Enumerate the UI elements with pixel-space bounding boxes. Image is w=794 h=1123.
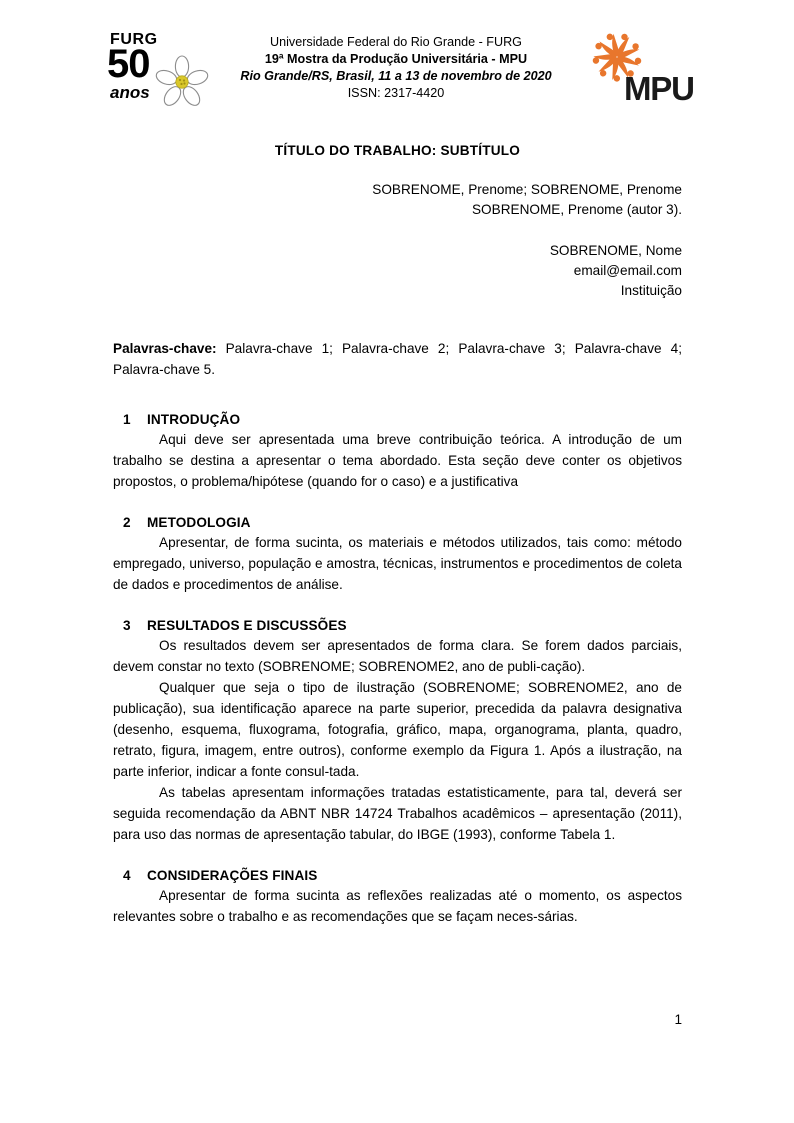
header-place-date-line: Rio Grande/RS, Brasil, 11 a 13 de novembro de 2020 [240,69,552,83]
section-number: 4 [123,868,131,883]
presenter-block [113,241,682,301]
presenter-name: SOBRENOME, Nome [549,243,682,258]
section-heading [113,515,682,530]
mpu-logo [584,26,694,116]
section-title: RESULTADOS E DISCUSSÕES [147,618,347,633]
presenter-institution: Instituição [620,283,682,298]
mpu-wordmark: MPU [624,70,694,107]
furg-fifty-years: 50 [107,42,150,86]
furg-logo [104,26,208,114]
paragraph: As tabelas apresentam informações tratadas estatisticamente, para tal, deverá ser seguida recomendação da ABNT NBR 14724 Trabalhos acadêmicos – apresentação (2011), para uso das normas de apresentação tabular, do IBGE (1993), conforme Tabela 1. [113,785,682,842]
section-resultados-e-discussoes [113,618,682,845]
furg-anos-label: anos [110,83,150,102]
authors-block [113,180,682,220]
section-spacer [113,845,682,868]
authors-line-1: SOBRENOME, Prenome; SOBRENOME, Prenome [372,182,682,197]
section-title: METODOLOGIA [147,515,251,530]
section-introducao [113,412,682,492]
section-metodologia [113,515,682,595]
header-issn-line: ISSN: 2317-4420 [347,86,445,100]
keywords-value: Palavra-chave 1; Palavra-chave 2; Palavra-chave 3; Palavra-chave 4; Palavra-chave 5. [113,341,682,377]
header-event-line: 19ª Mostra da Produção Universitária - MPU [264,52,528,66]
section-title: CONSIDERAÇÕES FINAIS [147,868,318,883]
section-number: 3 [123,618,131,633]
paragraph: Aqui deve ser apresentada uma breve contribuição teórica. A introdução de um trabalho se destina a apresentar o tema abordado. Esta seção deve conter os objetivos propostos, o problema/hipótese (quando for o caso) e a justificativa [113,432,682,489]
header-university-line: Universidade Federal do Rio Grande - FURG [270,35,522,49]
presenter-email[interactable]: email@email.com [573,263,682,278]
keywords-label: Palavras-chave: [113,341,217,356]
section-number: 1 [123,412,131,427]
paragraph: Qualquer que seja o tipo de ilustração (SOBRENOME; SOBRENOME2, ano de publicação), sua identificação aparece na parte superior, precedida da palavra designativa (desenho, esquema, fluxograma, fotografia, gráfico, mapa, organograma, planta, quadro, retrato, figura, imagem, entre outros), conforme exemplo da Figura 1. Após a ilustração, na parte inferior, indicar a fonte consul-tada. [113,680,682,779]
page-title: TÍTULO DO TRABALHO: SUBTÍTULO [274,143,521,158]
flower-icon [154,54,210,110]
section-spacer [113,595,682,618]
paragraph: Apresentar, de forma sucinta, os materiais e métodos utilizados, tais como: método empregado, universo, população e amostra, técnicas, instrumentos e procedimentos de coleta de dados e procedimentos de análise. [113,535,682,592]
section-heading [113,412,682,427]
furg-wordmark: FURG [110,31,158,48]
section-spacer [113,492,682,515]
section-heading [113,618,682,633]
keywords-block [113,338,682,380]
section-number: 2 [123,515,131,530]
section-title: INTRODUÇÃO [147,412,241,427]
header-text-block [208,26,584,102]
paragraph: Apresentar de forma sucinta as reflexões realizadas até o momento, os aspectos relevantes sobre o trabalho e as recomendações que se façam neces-sárias. [113,888,682,924]
paragraph: Os resultados devem ser apresentados de forma clara. Se forem dados parciais, devem constar no texto (SOBRENOME; SOBRENOME2, ano de publi-cação). [113,638,682,674]
document-header [0,26,794,122]
document-body [113,412,682,927]
section-heading [113,868,682,883]
page-number: 1 [674,1012,682,1027]
authors-line-2: SOBRENOME, Prenome (autor 3). [471,202,682,217]
section-consideracoes-finais [113,868,682,927]
